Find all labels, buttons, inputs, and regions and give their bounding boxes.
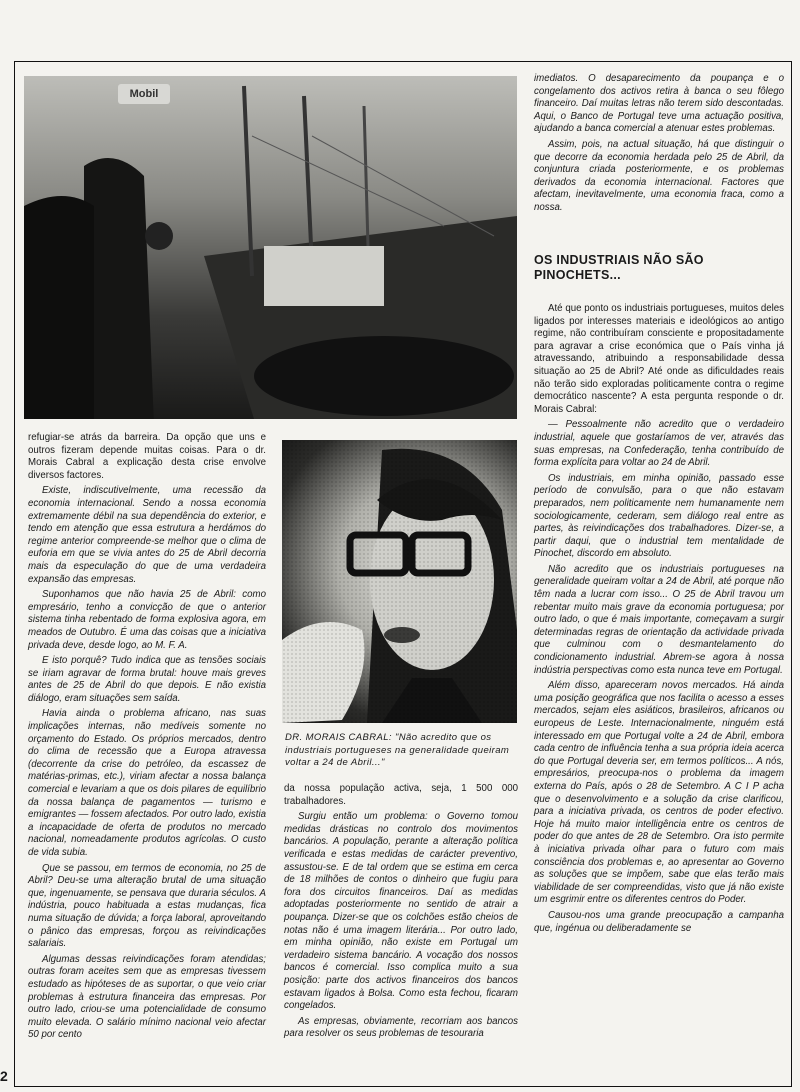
paragraph: Causou-nos uma grande preocupação a campanha que, ingénua ou deliberadamente se [534,909,784,934]
paragraph: Assim, pois, na actual situação, há que distinguir o que decorre da economia herdada pelo 25 de Abril, da conjuntura criada posteriormente, e os problemas derivados da economia internacional. Factores que afectam, inevitavelmente, uma economia fraca, como a nossa. [534,138,784,213]
paragraph: As empresas, obviamente, recorriam aos bancos para resolver os seus problemas de tesouraria [284,1015,518,1040]
paragraph: da nossa população activa, seja, 1 500 000 trabalhadores. [284,783,518,807]
paragraph: Suponhamos que não havia 25 de Abril: como empresário, tenho a convicção de que o anterior sistema tinha rebentado de forma explosiva agora, em meados de Outubro. É uma das coisas que a iniciativa privada deve, desde logo, ao M. F. A. [28,589,266,651]
paragraph: Além disso, apareceram novos mercados. Há ainda uma posição geográfica que nos facilita o acesso a esses mercados, sejam eles asiáticos, brasileiros, africanos ou europeus de Leste. Internacionalmente, ninguém está interessado em que Portugal volte a 24 de Abril, embora cada centro de influência tenha a sua própria ideia acerca do que Portugal deveria ser, em termos políticos... A nós, empresários, preocupa-nos o problema da imagem externa do País, após o 28 de Setembro. A C I P acha que o desenvolvimento e a solução da crise clarificou, para a iniciativa privada, os centros de poder efectivo. Hoje há muito maior intelligência entre os centros de poder do que antes de 28 de Setembro. Ora isto permite à iniciativa privada olhar para o futuro com mais consciência dos problemas e, ao apresentar ao Governo as soluções que se impõem, sabe que elas terão mais viabilidade de ser compreendidas, visto que já não existe um esgrimir entre os diferentes centros do Poder. [534,680,784,906]
paragraph: imediatos. O desaparecimento da poupança e o congelamento dos activos retira à banca o seu fôlego financeiro. Daí muitas letras não terem sido descontadas. Aqui, o Banco de Portugal teve uma actuação positiva, ajudando a banca comercial a atenuar estes problemas. [534,73,784,135]
paragraph: Até que ponto os industriais portugueses, muitos deles ligados por interesses materiais e ideológicos ao antigo regime, não contribuíram consciente e propositadamente para agravar a crise económica que o País vinha já atravessando, atribuindo a responsabilidade dessa situação ao 25 de Abril? Até onde as dificuldades reais não terão sido exploradas politicamente contra o regime democrático nascente? A esta pergunta responde o dr. Morais Cabral: [534,303,784,415]
left-column [28,432,266,1045]
paragraph: Não acredito que os industriais portugueses na generalidade queiram voltar a 24 de Abril, até porque não têm nada a lucrar com isso... O 25 de Abril travou um rebentar muito mais grave da economia portuguesa; por outro lado, o que é mais importante, começavam a surgir determinadas regras de orientação da actividade privada que culminou com o desmantelamento do condicionamento industrial. Abrem-se agora à nossa indústria perspectivas como esta nunca teve em Portugal. [534,563,784,676]
middle-column [284,783,518,1044]
right-column-main [534,303,784,938]
morais-cabral-portrait [282,440,517,723]
paragraph: Existe, indiscutivelmente, uma recessão da economia internacional. Sendo a nossa economia extremamente débil na sua dependência do exterior, e tendo em atenção que essa estrutura a herdámos do regime anterior compreende-se melhor que o clima de euforia em que se vivia antes do 25 de Abril decorria mais da especulação do que de uma verdadeira expansão das empresas. [28,485,266,585]
paragraph: Algumas dessas reivindicações foram atendidas; outras foram aceites sem que as empresas tivessem estudado as hipóteses de as suportar, o que veio criar problemas à estrutura financeira das empresas. Por outro lado, criou-se uma potencialidade de consumo muito elevada. O salário mínimo nacional veio afectar 50 por cento [28,953,266,1041]
right-column-top [534,73,784,218]
paragraph: Que se passou, em termos de economia, no 25 de Abril? Deu-se uma alteração brutal de uma situação que, ingenuamente, se pensava que duraria séculos. A indústria, pouco habituada a estas mudanças, fica numa situação de dúvida; a força laboral, aproveitando o pânico das empresas, forçou as reivindicações salariais. [28,862,266,950]
harbor-illustration [24,76,517,419]
mobil-sign: Mobil [118,84,170,104]
harbor-fishermen-photo [24,76,517,419]
portrait-illustration [282,440,517,723]
paragraph: Havia ainda o problema africano, nas suas implicações internas, não medíveis somente no orçamento do Estado. Os próprios mercados, dentro do clima de recessão que a Europa atravessa (decorrente da crise do petróleo, da escassez de matérias-primas, etc.), viriam afectar a nossa balança comercial e levariam a que os dois pilares de equilíbrio da nossa balança de pagamentos — turismo e emigrantes — fossem afectados. Por outro lado, existia a incapacidade de oferta de produtos no mercado nacional, nomeadamente produtos agrícolas. O custo de vida subia. [28,708,266,858]
photo-caption: DR. MORAIS CABRAL: "Não acredito que os industriais portugueses na generalidade queiram voltar a 24 de Abril..." [285,732,510,768]
page-number: 2 [0,1068,8,1084]
paragraph: — Pessoalmente não acredito que o verdadeiro industrial, aquele que gostaríamos de ver, através das suas empresas, na Confederação, tenha contribuído de forma explícita para voltar ao 24 de Abril. [534,419,784,469]
section-heading: OS INDUSTRIAIS NÃO SÃO PINOCHETS... [534,253,704,282]
paragraph: E isto porquê? Tudo indica que as tensões sociais se iriam agravar de forma brutal: houve mais greves antes de 25 de Abril do que depois. E não existia diálogo, eram situações sem saída. [28,655,266,704]
paragraph: Os industriais, em minha opinião, passado esse período de convulsão, para o que não estavam preparados, nem politicamente nem humanamente nem sociologicamente, cederam, sem diálogo real entre as partes, às reivindicações dos trabalhadores. Dizer-se, a partir daqui, que o industrial tem mentalidade de Pinochet, discordo em absoluto. [534,472,784,560]
paragraph: refugiar-se atrás da barreira. Da opção que uns e outros fizeram depende muitas coisas. Para o dr. Morais Cabral a explicação desta crise envolve diversos factores. [28,432,266,481]
paragraph: Surgiu então um problema: o Governo tomou medidas drásticas no controlo dos movimentos bancários. A população, perante a alteração política verificada e estas medidas de carácter preventivo, assustou-se. E de tal ordem que se estima em cerca de 18 milhões de contos o dinheiro que fugiu para fora dos circuitos financeiros. Daí as medidas adoptadas posteriormente no sentido de atrair a poupança. Dizer-se que os colchões estão cheios de notas não é uma imagem literária... Por outro lado, em minha opinião, não existe em Portugal um verdadeiro sistema bancário. A vocação dos nossos bancos é comercial. Isso complica muito a sua posição: parte dos activos financeiros dos bancos estavam ligados à Bolsa. Como esta fechou, ficaram congelados. [284,811,518,1012]
